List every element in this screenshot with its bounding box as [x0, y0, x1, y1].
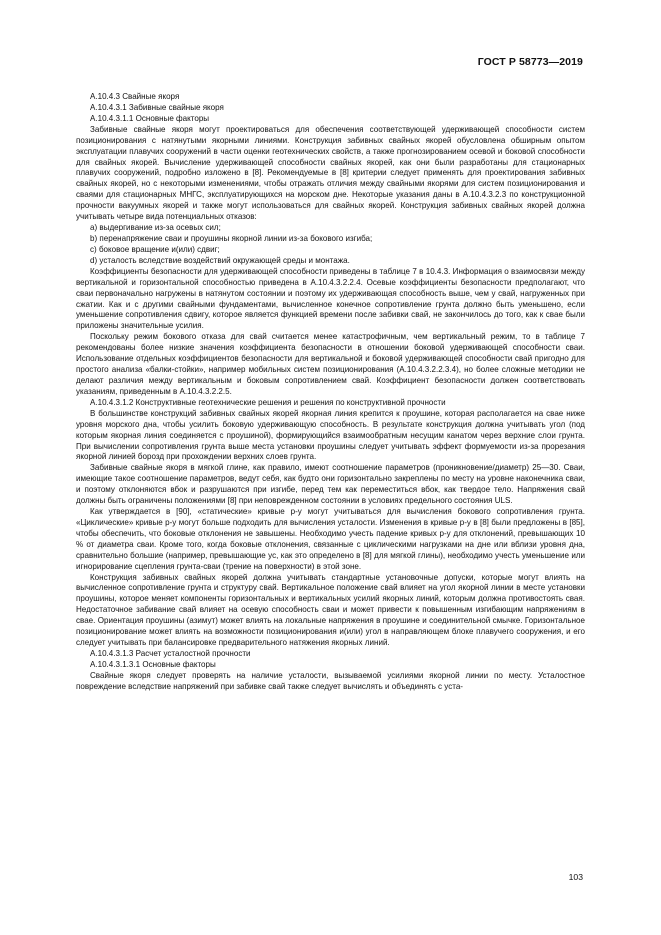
list-item: d) усталость вследствие воздействий окружающей среды и монтажа.: [90, 255, 350, 265]
standard-designation: ГОСТ Р 58773—2019: [477, 56, 583, 68]
subsection-heading: А.10.4.3.1.1 Основные факторы: [90, 113, 210, 123]
page-number: 103: [568, 872, 583, 882]
body-paragraph: Как утверждается в [90], «статические» кривые p-y могут учитываться для вычисления бокового сопротивления грунта. «Циклические» кривые p-y могут больше подходить для вычисления усталости. Изменения в кривые p-y в [8] были предложены в [85], чтобы обеспечить, что боковые отклонения не завышены. Необходимо учесть падение кривых p-y для отклонений, превышающих 10 % от диаметра сваи. Кроме того, когда боковые отклонения, связанные с циклическими нагрузками на дне или вблизи уровня дна, сравнительно большие (например, превышающие yc, как это определено в [8] для мягкой глины), необходимо учесть уменьшение или игнорирование сцепления грунта-сваи (трение на поверхности) в этой зоне.: [76, 507, 585, 571]
list-item: c) боковое вращение и(или) сдвиг;: [90, 244, 220, 254]
subsection-heading: А.10.4.3.1.3 Расчет усталостной прочности: [90, 649, 251, 659]
body-paragraph: Свайные якоря следует проверять на наличие усталости, вызываемой усилиями якорной линии по месту. Усталостное повреждение вследствие напряжений при забивке свай также следует вычислять и объединять с уста-: [76, 670, 585, 691]
list-item: a) выдергивание из-за осевых сил;: [90, 223, 221, 233]
body-paragraph: Коэффициенты безопасности для удерживающей способности приведены в таблице 7 в 10.4.3. Информация о взаимосвязи между вертикальной и горизонтальной способностью приведена в А.10.4.3.2.2.4. Осевые коэффициенты безопасности предполагают, что сваи первоначально нагружены в натянутом состоянии и поэтому их удерживающая способность выше, чем у свай, нагруженных при сжатии. Как и с другими свайными фундаментами, вычисленное конечное сопротивление грунта должно быть уменьшено, если уменьшение сопротивления сдвигу, которое является функцией времени после забивки свай, не закончилось до того, как к свае были приложены значительные усилия.: [76, 266, 585, 331]
subsection-heading: А.10.4.3.1.2 Конструктивные геотехнические решения и решения по конструктивной прочности: [90, 397, 446, 407]
body-paragraph: Поскольку режим бокового отказа для свай считается менее катастрофичным, чем вертикальный режим, то в таблице 7 рекомендованы более низкие значения коэффициента безопасности в отношении боковой удерживающей способности сваи. Использование отдельных коэффициентов безопасности для вертикальной и боковой удерживающей способности свай пригодно для простого анализа «балки-стойки», например мобильных систем позиционирования (А.10.4.3.2.2.3.4), но более сложные методики не делают различия между вертикальным и боковым сопротивлением свай. Коэффициент безопасности должен соответствовать указаниям, приведенным в А.10.4.3.2.2.5.: [76, 332, 585, 396]
body-paragraph: В большинстве конструкций забивных свайных якорей якорная линия крепится к проушине, которая располагается на свае ниже уровня морского дна, чтобы усилить боковую удерживающую способность. В результате конструкция должна учитывать угол (под которым якорная линия соединяется с проушиной), формирующийся взаимообратным несущим канатом через верхние слои грунта. При вычислении сопротивления грунта выше места установки проушины следует учитывать эффект формуемости из-за прорезания якорной линией борозд при прохождении верхних слоев грунта.: [76, 408, 585, 462]
body-paragraph: Конструкция забивных свайных якорей должна учитывать стандартные установочные допуски, которые могут влиять на вычисленное сопротивление грунта и структуру свай. Вертикальное положение свай влияет на угол якорной линии в месте установки проушины, которое меняет компоненты горизонтальных и вертикальных усилий якорных линий, которым должна противостоять свая. Недостаточное забивание свай влияет на осевую способность сваи и может привести к повышенным изгибающим напряжениям в свае. Ориентация проушины (азимут) может влиять на локальные напряжения в проушине и соединительной смычке. Горизонтальное позиционирование может влиять на возможности позиционирования и(или) угол в направляющем блоке плавучего сооружения, и его следует учитывать при балансировке предварительного натяжения якорных линий.: [76, 572, 585, 648]
subsection-heading: А.10.4.3.1 Забивные свайные якоря: [90, 102, 224, 112]
list-item: b) перенапряжение сваи и проушины якорной линии из-за бокового изгиба;: [90, 233, 373, 243]
subsection-heading: А.10.4.3.1.3.1 Основные факторы: [90, 659, 216, 669]
body-paragraph: Забивные свайные якоря могут проектироваться для обеспечения соответствующей удерживающей способности систем позиционирования с натянутыми якорными линиями. Конструкция забивных свайных якорей обусловлена обширным опытом эксплуатации плавучих сооружений в части оценки геотехнических свойств, а также прогнозированием осевой и боковой способности для свайных якорей. Вычисление удерживающей способности свайных якорей, как они были разработаны для стационарных плавучих сооружений, подробно изложено в [8]. Рекомендуемые в [8] критерии следует применять для проектирования забивных свайных якорей, но с некоторыми изменениями, чтобы отражать отличия между свайными якорями для систем позиционирования и сваями для стационарных МНГС, эксплуатирующихся на морском дне. Некоторые указания даны в А.10.4.3.2.3 по конструкционной прочности вакуумных якорей и также могут использоваться для свайных якорей. Конструкция забивных свайных якорей должна учитывать четыре вида потенциальных отказов:: [76, 124, 585, 222]
body-paragraph: Забивные свайные якоря в мягкой глине, как правило, имеют соотношение параметров (проникновение/диаметр) 25—30. Сваи, имеющие такое соотношение параметров, ведут себя, как будто они горизонтально закреплены по месту на уровне наконечника сваи, и поэтому отклоняются вбок и разрушаются при изгибе, перед тем как переместиться вбок, как твердое тело. Напряжения свай должны быть ограничены положениями [8] при неповрежденном состоянии в условиях предельного состояния ULS.: [76, 463, 585, 506]
document-body: [76, 92, 585, 693]
section-heading: А.10.4.3 Свайные якоря: [90, 92, 180, 101]
